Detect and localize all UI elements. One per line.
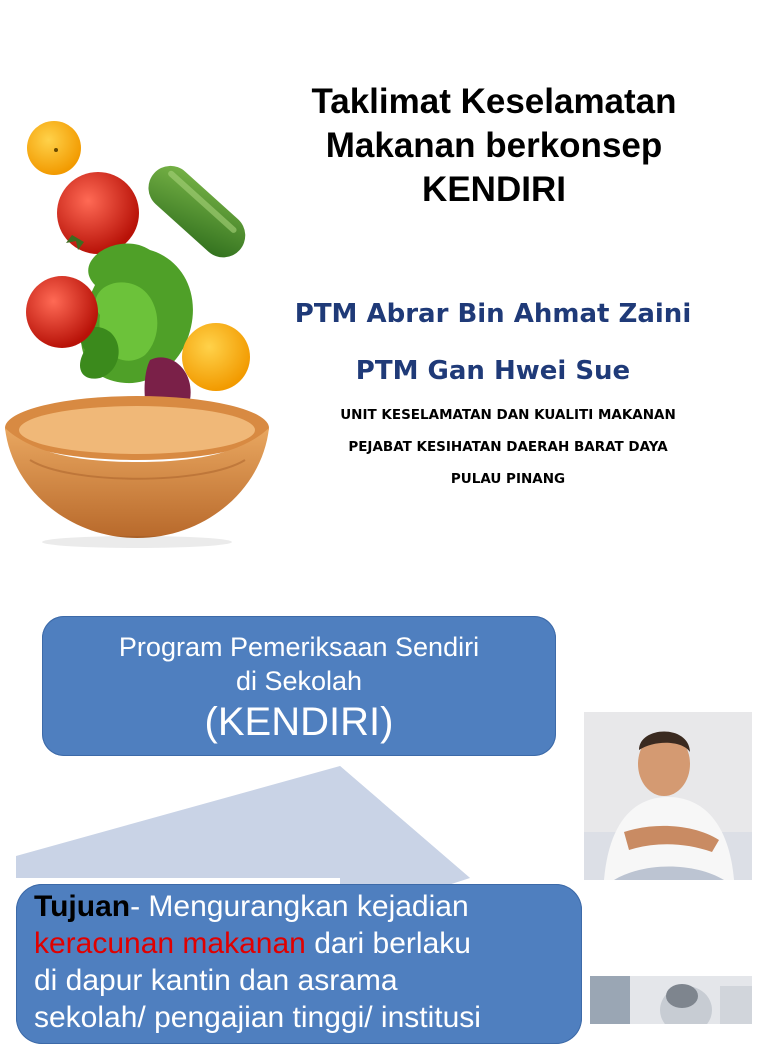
- title-line-2: Makanan berkonsep: [325, 126, 663, 165]
- orange-icon-2: [182, 323, 250, 391]
- program-title-box: [42, 616, 556, 756]
- unit-line-3: PULAU PINANG: [450, 471, 566, 487]
- tujuan-line-4: sekolah/ pengajian tinggi/ institusi: [34, 1001, 481, 1034]
- title-line-1: Taklimat Keselamatan: [311, 82, 677, 121]
- tujuan-line-3: di dapur kantin dan asrama: [34, 964, 398, 997]
- tujuan-part-2: dari berlaku: [305, 927, 471, 960]
- presenter-2: PTM Gan Hwei Sue: [355, 356, 631, 386]
- tujuan-label: Tujuan: [34, 890, 131, 923]
- orange-icon: [27, 121, 81, 175]
- unit-line-1: UNIT KESELAMATAN DAN KUALITI MAKANAN: [340, 407, 676, 423]
- tujuan-part-1: - Mengurangkan kejadian: [130, 890, 469, 923]
- salad-bowl-illustration: [0, 110, 285, 550]
- program-line-1: Program Pemeriksaan Sendiri: [118, 632, 480, 662]
- program-line-2: di Sekolah: [235, 666, 363, 696]
- tujuan-text: [34, 888, 574, 1036]
- unit-line-2: PEJABAT KESIHATAN DAERAH BARAT DAYA: [348, 439, 668, 455]
- tomato-icon-2: [26, 276, 98, 348]
- slide-title: [230, 80, 758, 212]
- tujuan-box: [16, 884, 582, 1044]
- man-stomach-pain-photo: [584, 712, 752, 880]
- sick-person-photo: [590, 976, 752, 1024]
- cucumber-icon: [139, 157, 254, 267]
- tujuan-highlight: keracunan makanan: [34, 927, 306, 960]
- program-line-3: (KENDIRI): [204, 700, 394, 744]
- presenter-1: PTM Abrar Bin Ahmat Zaini: [294, 299, 692, 329]
- title-line-3: KENDIRI: [422, 170, 566, 209]
